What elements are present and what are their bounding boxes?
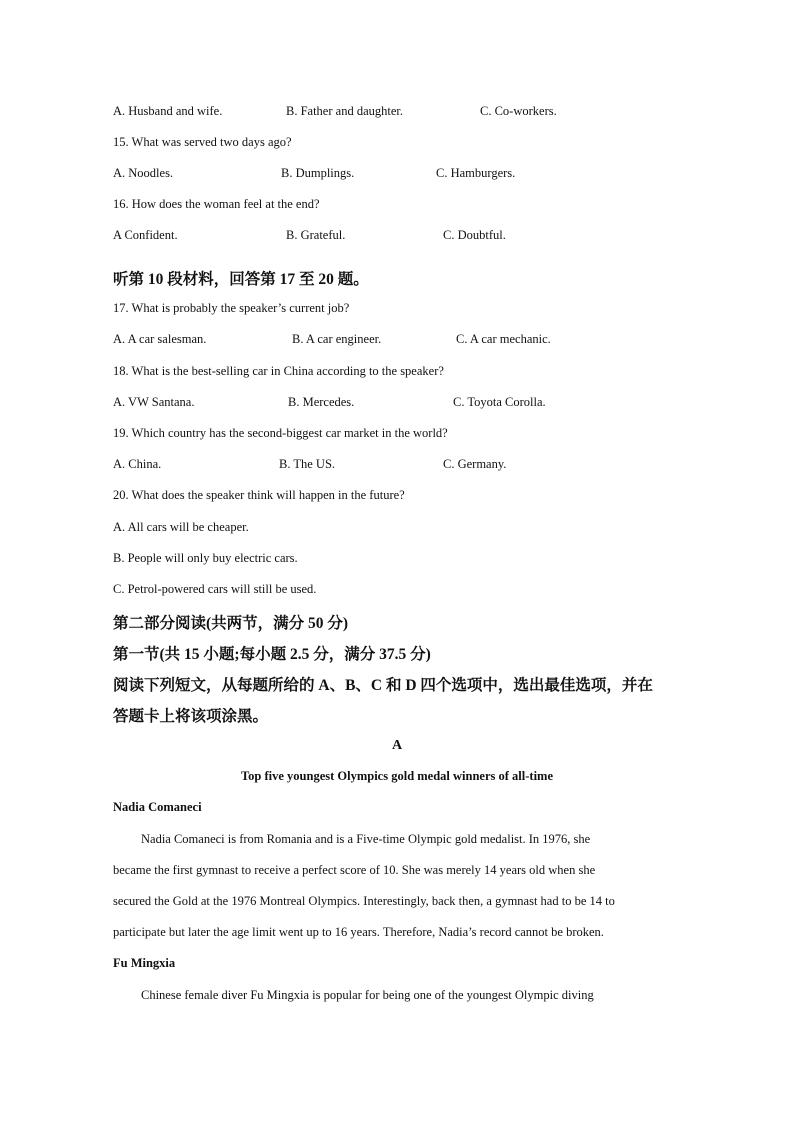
paragraph-line: Chinese female diver Fu Mingxia is popular for being one of the youngest Olympic diving (141, 988, 594, 1002)
q15-option-a: A. Noodles. (113, 166, 174, 180)
q19-option-a: A. China. (113, 457, 162, 471)
q16-option-c: C. Doubtful. (443, 228, 506, 242)
q14-option-b: B. Father and daughter. (286, 104, 403, 118)
q15-question: 15. What was served two days ago? (113, 135, 292, 149)
q14-option-a: A. Husband and wife. (113, 104, 223, 118)
q18-option-b: B. Mercedes. (288, 395, 355, 409)
paragraph-line: became the first gymnast to receive a perfect score of 10. She was merely 14 years old when she (113, 863, 596, 877)
paragraph-line: Nadia Comaneci is from Romania and is a Five-time Olympic gold medalist. In 1976, she (141, 832, 591, 846)
q20-option-b: B. People will only buy electric cars. (113, 551, 298, 565)
part2-instruction-line2: 答题卡上将该项涂黑。 (113, 708, 269, 725)
section-10-heading: 听第 10 段材料，回答第 17 至 20 题。 (113, 271, 369, 288)
q14-option-c: C. Co-workers. (480, 104, 557, 118)
q19-option-b: B. The US. (279, 457, 336, 471)
passage-letter: A (391, 738, 403, 753)
q17-question: 17. What is probably the speaker’s current job? (113, 301, 350, 315)
q19-option-c: C. Germany. (443, 457, 507, 471)
q20-option-a: A. All cars will be cheaper. (113, 520, 249, 534)
q16-option-a: A Confident. (113, 228, 178, 242)
q20-option-c: C. Petrol-powered cars will still be used. (113, 582, 317, 596)
q18-option-a: A. VW Santana. (113, 395, 195, 409)
subheading-nadia-comaneci: Nadia Comaneci (113, 800, 202, 814)
passage-title: Top five youngest Olympics gold medal winners of all-time (240, 769, 554, 783)
q16-question: 16. How does the woman feel at the end? (113, 197, 320, 211)
part2-section1: 第一节(共 15 小题;每小题 2.5 分，满分 37.5 分) (113, 646, 431, 663)
part2-instruction-line1: 阅读下列短文，从每题所给的 A、B、C 和 D 四个选项中，选出最佳选项，并在 (113, 677, 653, 694)
q17-option-a: A. A car salesman. (113, 332, 207, 346)
q17-option-b: B. A car engineer. (292, 332, 382, 346)
q19-question: 19. Which country has the second-biggest car market in the world? (113, 426, 448, 440)
q16-option-b: B. Grateful. (286, 228, 346, 242)
q15-option-c: C. Hamburgers. (436, 166, 516, 180)
q15-option-b: B. Dumplings. (281, 166, 355, 180)
q20-question: 20. What does the speaker think will happen in the future? (113, 488, 405, 502)
q18-option-c: C. Toyota Corolla. (453, 395, 546, 409)
part2-title: 第二部分阅读(共两节，满分 50 分) (113, 615, 349, 632)
q17-option-c: C. A car mechanic. (456, 332, 551, 346)
subheading-fu-mingxia: Fu Mingxia (113, 956, 176, 970)
paragraph-line: participate but later the age limit went up to 16 years. Therefore, Nadia’s record cannot be broken. (113, 925, 604, 939)
paragraph-line: secured the Gold at the 1976 Montreal Olympics. Interestingly, back then, a gymnast had to be 14 to (113, 894, 615, 908)
q18-question: 18. What is the best-selling car in China according to the speaker? (113, 364, 444, 378)
